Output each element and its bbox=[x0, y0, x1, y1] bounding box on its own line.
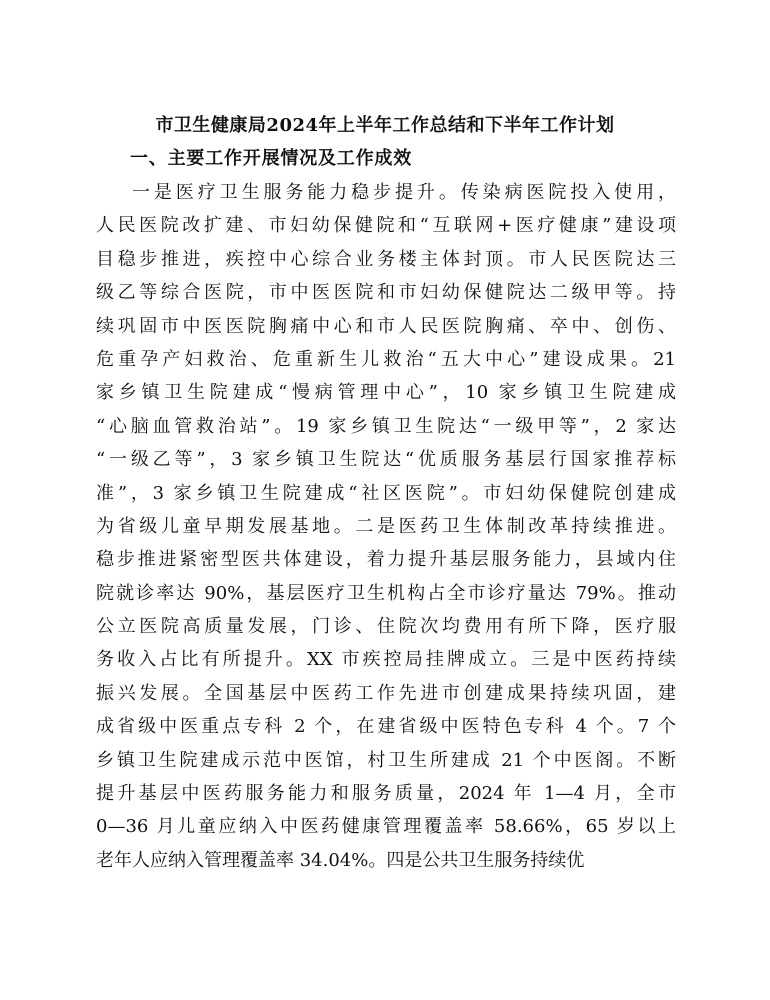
paragraph-line: 续巩固市中医医院胸痛中心和市人民医院胸痛、卒中、创伤、 bbox=[96, 315, 676, 337]
paragraph-line: 公立医院高质量发展，门诊、住院次均费用有所下降，医疗服 bbox=[96, 616, 676, 638]
paragraph-line: 目稳步推进，疾控中心综合业务楼主体封顶。市人民医院达三 bbox=[96, 248, 676, 270]
paragraph-line: 家乡镇卫生院建成“慢病管理中心”，10 家乡镇卫生院建成 bbox=[96, 382, 676, 404]
paragraph-line: 人民医院改扩建、市妇幼保健院和“互联网+医疗健康”建设项 bbox=[96, 215, 676, 237]
paragraph-line: 为省级儿童早期发展基地。二是医药卫生体制改革持续推进。 bbox=[96, 515, 676, 537]
paragraph-line: 务收入占比有所提升。XX 市疾控局挂牌成立。三是中医药持续 bbox=[96, 649, 676, 671]
paragraph-line: 院就诊率达 90%，基层医疗卫生机构占全市诊疗量达 79%。推动 bbox=[96, 582, 676, 604]
paragraph-line: 稳步推进紧密型医共体建设，着力提升基层服务能力，县域内住 bbox=[96, 549, 676, 571]
document-title: 市卫生健康局2024年上半年工作总结和下半年工作计划 bbox=[155, 115, 615, 136]
section-heading: 一、主要工作开展情况及工作成效 bbox=[130, 148, 412, 169]
paragraph-line: “心脑血管救治站”。19 家乡镇卫生院达“一级甲等”，2 家达 bbox=[96, 415, 676, 437]
paragraph-line: 老年人应纳入管理覆盖率 34.04%。四是公共卫生服务持续优 bbox=[96, 849, 585, 871]
paragraph-line: 提升基层中医药服务能力和服务质量，2024 年 1—4 月，全市 bbox=[96, 783, 676, 805]
paragraph-line: 乡镇卫生院建成示范中医馆，村卫生所建成 21 个中医阁。不断 bbox=[96, 749, 676, 771]
paragraph-line: 危重孕产妇救治、危重新生儿救治“五大中心”建设成果。21 bbox=[96, 348, 676, 370]
paragraph-line: 成省级中医重点专科 2 个，在建省级中医特色专科 4 个。7 个 bbox=[96, 716, 676, 738]
paragraph-line: 0—36 月儿童应纳入中医药健康管理覆盖率 58.66%，65 岁以上 bbox=[96, 816, 676, 838]
paragraph-line: 振兴发展。全国基层中医药工作先进市创建成果持续巩固，建 bbox=[96, 682, 676, 704]
paragraph-line: 准”，3 家乡镇卫生院建成“社区医院”。市妇幼保健院创建成 bbox=[96, 482, 676, 504]
paragraph-line: “一级乙等”，3 家乡镇卫生院达“优质服务基层行国家推荐标 bbox=[96, 449, 676, 471]
paragraph-line: 一是医疗卫生服务能力稳步提升。传染病医院投入使用， bbox=[132, 182, 676, 203]
paragraph-line: 级乙等综合医院，市中医医院和市妇幼保健院达二级甲等。持 bbox=[96, 282, 676, 304]
body-paragraph bbox=[96, 176, 676, 877]
